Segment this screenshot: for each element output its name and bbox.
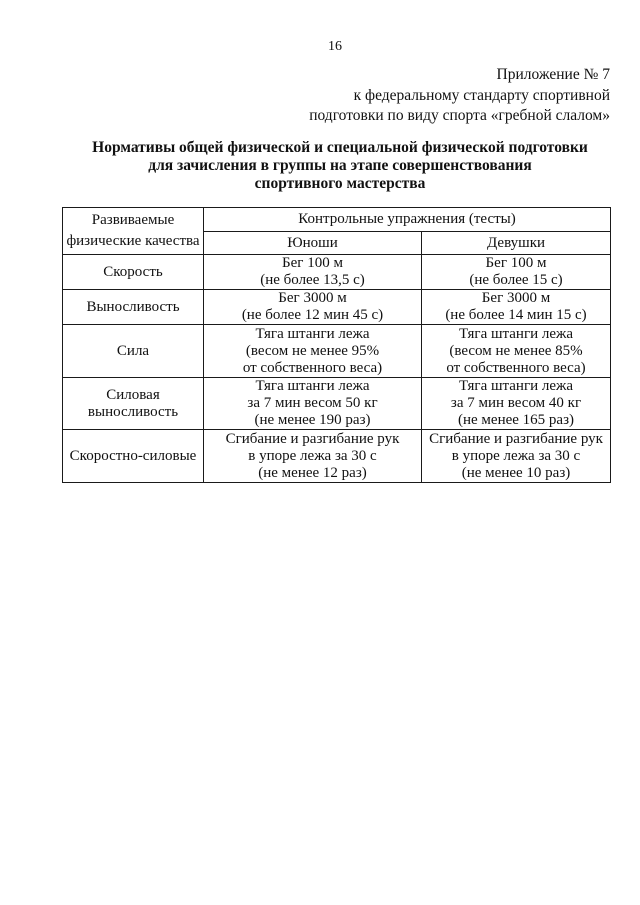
quality-cell [63,378,204,430]
girls-line: в упоре лежа за 30 с [451,447,581,464]
boys-cell [204,290,422,325]
header-boys-cell: Юноши [204,232,422,255]
table-row [63,255,611,290]
appendix-note [309,65,610,127]
boys-cell [204,378,422,430]
girls-cell [422,255,611,290]
document-title [60,139,620,193]
girls-line: (не более 14 мин 15 с) [445,307,587,323]
girls-line: Тяга штанги лежа [458,378,574,394]
quality-line: Выносливость [86,298,180,315]
girls-line: (весом не менее 85% [449,342,583,359]
boys-cell [204,430,422,483]
header-quality-line: Развиваемые [91,212,175,228]
boys-line: от собственного веса) [242,359,383,376]
girls-line: (не менее 10 раз) [461,464,571,481]
girls-cell [422,325,611,378]
girls-line: от собственного веса) [446,359,586,376]
quality-cell [63,255,204,290]
quality-line: Скорость [103,263,163,280]
quality-line: Силовая [106,386,160,403]
boys-line: Бег 100 м [282,255,343,271]
header-quality-cell [63,208,204,255]
boys-line: Тяга штанги лежа [255,378,370,394]
header-girls-cell: Девушки [422,232,611,255]
title-line: Нормативы общей физической и специальной физической подготовки [92,139,588,156]
header-row [63,208,611,232]
boys-line: (не менее 190 раз) [254,412,371,428]
girls-line: (не менее 165 раз) [458,412,575,428]
girls-line: Тяга штанги лежа [458,325,574,342]
header-quality-line: физические качества [66,233,200,249]
boys-line: (не более 12 мин 45 с) [241,307,384,323]
quality-cell [63,430,204,483]
table-row [63,378,611,430]
boys-line: Тяга штанги лежа [255,325,370,342]
girls-cell [422,430,611,483]
girls-cell [422,378,611,430]
quality-cell [63,325,204,378]
boys-line: в упоре лежа за 30 с [248,447,377,464]
girls-line: за 7 мин весом 40 кг [450,395,582,411]
boys-line: Бег 3000 м [278,290,347,306]
quality-line: Скоростно-силовые [69,447,197,464]
header-tests-cell: Контрольные упражнения (тесты) [204,208,611,232]
girls-line: Бег 3000 м [481,290,551,306]
page-number: 16 [328,39,342,54]
boys-line: Сгибание и разгибание рук [225,430,400,447]
title-line: спортивного мастерства [254,175,426,192]
girls-line: Бег 100 м [485,255,547,271]
boys-line: (не более 13,5 с) [260,272,365,288]
quality-line: Сила [116,342,150,359]
boys-line: (весом не менее 95% [245,342,380,359]
girls-cell [422,290,611,325]
girls-line: (не более 15 с) [469,272,563,288]
boys-cell [204,255,422,290]
quality-cell [63,290,204,325]
boys-line: за 7 мин весом 50 кг [247,395,378,411]
norms-table [62,207,611,483]
title-line: для зачисления в группы на этапе совершенствования [148,157,532,174]
table-row [63,430,611,483]
appendix-line: подготовки по виду спорта «гребной слалом» [309,107,610,124]
girls-line: Сгибание и разгибание рук [429,430,603,447]
boys-cell [204,325,422,378]
appendix-line: к федеральному стандарту спортивной [353,86,610,104]
table-row [63,290,611,325]
boys-line: (не менее 12 раз) [258,464,367,481]
appendix-line: Приложение № 7 [496,66,610,83]
quality-line: выносливость [87,403,179,420]
table-row [63,325,611,378]
